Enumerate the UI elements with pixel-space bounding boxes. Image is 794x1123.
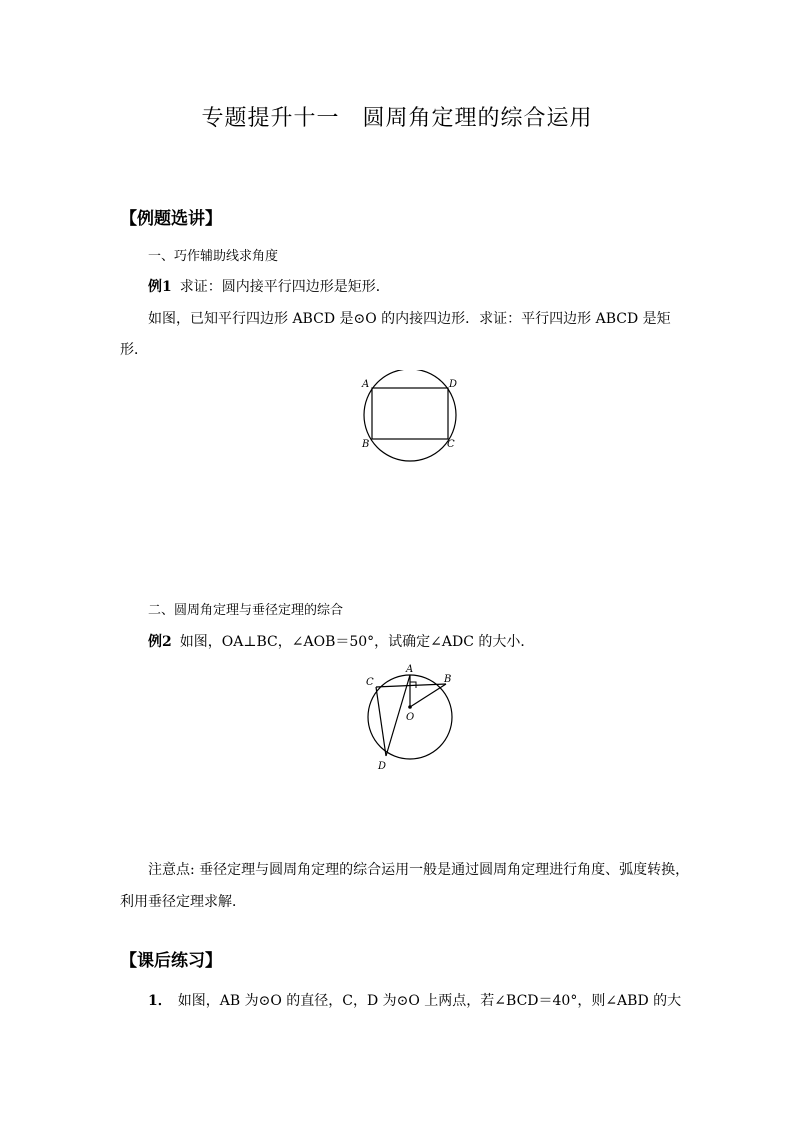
label-d: D [449, 379, 458, 390]
example1-para-line1: 如图，已知平行四边形 ABCD 是⊙O 的内接四边形．求证：平行四边形 ABCD 是矩 [148, 311, 671, 327]
label-d: D [378, 761, 387, 772]
label-c: C [447, 439, 455, 450]
label-a: A [406, 664, 414, 675]
rectangle-abcd [372, 388, 448, 439]
example1-label: 例1 [148, 279, 172, 295]
segment-cd [376, 687, 386, 756]
example2-text: 如图，OA⊥BC，∠AOB＝50°，试确定∠ADC 的大小． [179, 634, 535, 650]
page-title: 专题提升十一 圆周角定理的综合运用 [201, 106, 593, 131]
part1-heading: 一、巧作辅助线求角度 [148, 249, 279, 264]
exercise1-line [148, 990, 681, 1010]
center-point [408, 705, 412, 709]
example1-text: 求证：圆内接平行四边形是矩形． [179, 279, 390, 295]
figure-inscribed-rectangle [355, 370, 465, 466]
label-o: O [406, 712, 415, 723]
chord-bc [376, 684, 446, 687]
part2-heading: 二、圆周角定理与垂径定理的综合 [148, 603, 344, 618]
section-heading-examples: 【例题选讲】 [120, 209, 222, 229]
example2-label: 例2 [148, 634, 172, 650]
figure-perpendicular-diameter [360, 660, 470, 785]
label-b: B [444, 674, 452, 685]
exercise1-text: 如图，AB 为⊙O 的直径，C，D 为⊙O 上两点，若∠BCD＝40°，则∠ABD 的大 [177, 993, 682, 1009]
note-line1: 注意点: 垂径定理与圆周角定理的综合运用一般是通过圆周角定理进行角度、弧度转换， [148, 862, 690, 878]
label-c: C [366, 677, 374, 688]
label-a: A [362, 379, 370, 390]
example1-line [148, 276, 390, 296]
exercise1-number: 1． [148, 993, 172, 1009]
section-heading-exercises: 【课后练习】 [120, 951, 222, 971]
example1-para-line2: 形． [120, 342, 148, 358]
segment-ob [410, 684, 446, 707]
example2-line [148, 631, 534, 651]
label-b: B [362, 439, 370, 450]
note-line2: 利用垂径定理求解． [120, 894, 246, 910]
circle-o [364, 370, 456, 461]
